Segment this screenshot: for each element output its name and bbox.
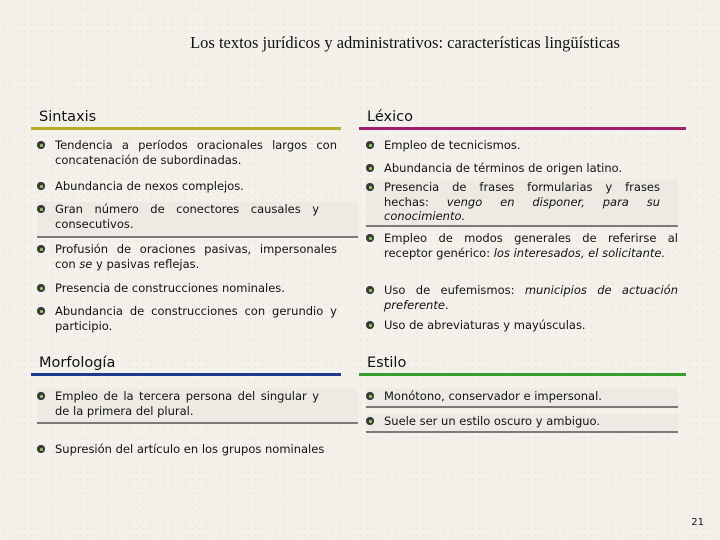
morfologia-item: Empleo de la tercera persona del singular y de la primera del plural.: [37, 389, 358, 424]
bullet-dot-icon: [366, 321, 374, 329]
lexico-item: Abundancia de términos de origen latino.: [366, 161, 678, 176]
bullet-dot-icon: [37, 205, 45, 213]
lexico-item: Uso de abreviaturas y mayúsculas.: [366, 318, 678, 333]
sintaxis-item: Abundancia de nexos complejos.: [37, 179, 337, 194]
lexico-heading: Léxico: [367, 109, 413, 125]
sintaxis-item: Tendencia a períodos oracionales largos con concatenación de subordinadas.: [37, 138, 337, 167]
lexico-item: Empleo de tecnicismos.: [366, 138, 678, 153]
bullet-dot-icon: [37, 141, 45, 149]
estilo-item: Monótono, conservador e impersonal.: [366, 389, 678, 408]
bullet-dot-icon: [37, 445, 45, 453]
sintaxis-underline: [31, 127, 341, 130]
lexico-underline: [359, 127, 686, 130]
lexico-item: Empleo de modos generales de referirse al receptor genérico: los interesados, el solicitante.: [366, 231, 678, 260]
lexico-item: Uso de eufemismos: municipios de actuación preferente.: [366, 283, 678, 312]
morfologia-item: Supresión del artículo en los grupos nominales: [37, 442, 337, 457]
morfologia-underline: [31, 373, 341, 376]
bullet-dot-icon: [366, 417, 374, 425]
morfologia-heading: Morfología: [39, 355, 116, 371]
bullet-dot-icon: [37, 182, 45, 190]
sintaxis-item: Abundancia de construcciones con gerundio y participio.: [37, 304, 337, 333]
page-number: 21: [691, 517, 704, 528]
page-title: Los textos jurídicos y administrativos: características lingüísticas: [190, 33, 620, 52]
bullet-dot-icon: [37, 307, 45, 315]
estilo-heading: Estilo: [367, 355, 407, 371]
sintaxis-item: Profusión de oraciones pasivas, impersonales con se y pasivas reflejas.: [37, 242, 337, 271]
estilo-underline: [359, 373, 686, 376]
estilo-item: Suele ser un estilo oscuro y ambiguo.: [366, 414, 678, 433]
bullet-dot-icon: [366, 392, 374, 400]
bullet-dot-icon: [37, 392, 45, 400]
bullet-dot-icon: [366, 286, 374, 294]
sintaxis-item: Presencia de construcciones nominales.: [37, 281, 337, 296]
lexico-item: Presencia de frases formularias y frases hechas: vengo en disponer, para su conocimiento.: [366, 180, 678, 227]
bullet-dot-icon: [366, 164, 374, 172]
bullet-dot-icon: [37, 245, 45, 253]
sintaxis-heading: Sintaxis: [39, 109, 97, 125]
bullet-dot-icon: [37, 284, 45, 292]
bullet-dot-icon: [366, 141, 374, 149]
bullet-dot-icon: [366, 183, 374, 191]
bullet-dot-icon: [366, 234, 374, 242]
sintaxis-item: Gran número de conectores causales y consecutivos.: [37, 202, 358, 238]
